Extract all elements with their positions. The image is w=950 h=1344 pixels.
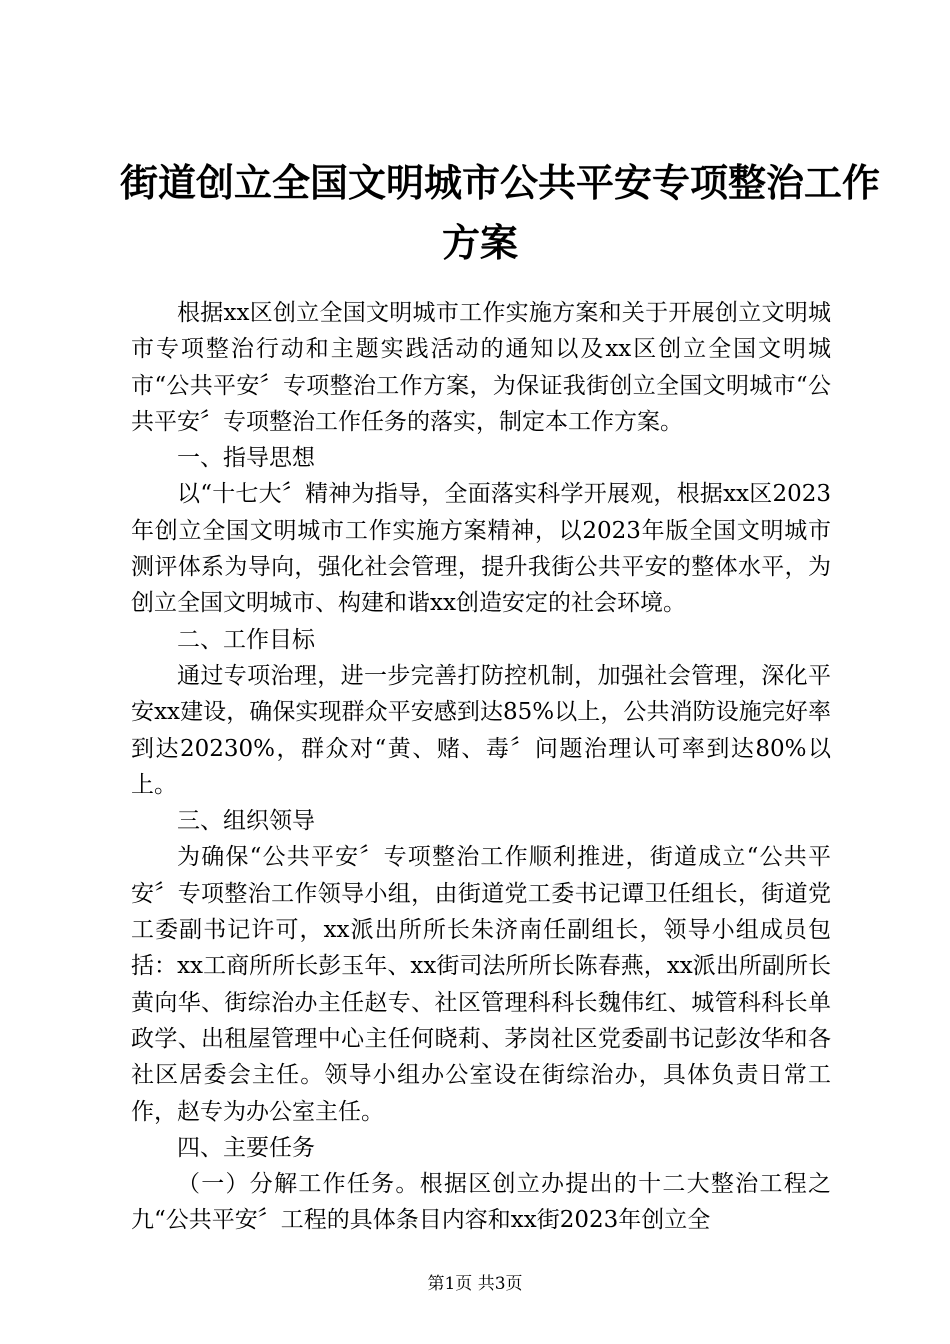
- intro-paragraph: 根据xx区创立全国文明城市工作实施方案和关于开展创立文明城市专项整治行动和主题实践活动的通知以及xx区创立全国文明城市“公共平安〞专项整治工作方案，为保证我街创立全国文明城市“公共平安〞专项整治工作任务的落实，制定本工作方案。: [131, 300, 831, 435]
- section-heading-main-tasks: 四、主要任务: [177, 1134, 315, 1161]
- paragraph-main-tasks: （一）分解工作任务。根据区创立办提出的十二大整治工程之九“公共平安〞工程的具体条目内容和xx街2023年创立全: [131, 1171, 831, 1234]
- document-title-line-2: 方案: [441, 220, 518, 265]
- page-footer: 第1页 共3页: [427, 1274, 523, 1294]
- section-heading-guiding-thought: 一、指导思想: [177, 445, 315, 472]
- section-heading-leadership: 三、组织领导: [177, 808, 315, 835]
- paragraph-leadership: 为确保“公共平安〞专项整治工作顺利推进，街道成立“公共平安〞专项整治工作领导小组，由街道党工委书记谭卫任组长，街道党工委副书记许可，xx派出所所长朱济南任副组长，领导小组成员包括：xx工商所所长彭玉年、xx街司法所所长陈春燕，xx派出所副所长黄向华、街综治办主任赵专、社区管理科科长魏伟红、城管科科长单政学、出租屋管理中心主任何晓莉、茅岗社区党委副书记彭汝华和各社区居委会主任。领导小组办公室设在街综治办，具体负责日常工作，赵专为办公室主任。: [131, 844, 831, 1125]
- paragraph-work-goals: 通过专项治理，进一步完善打防控机制，加强社会管理，深化平安xx建设，确保实现群众平安感到达85%以上，公共消防设施完好率到达20230%，群众对“黄、赌、毒〞问题治理认可率到达80%以上。: [131, 662, 831, 798]
- section-heading-work-goals: 二、工作目标: [177, 626, 315, 653]
- document-title-line-1: 街道创立全国文明城市公共平安专项整治工作: [120, 160, 881, 205]
- document-body: [131, 295, 831, 1239]
- paragraph-guiding-thought: 以“十七大〞精神为指导，全面落实科学开展观，根据xx区2023年创立全国文明城市工作实施方案精神，以2023年版全国文明城市测评体系为导向，强化社会管理，提升我街公共平安的整体水平，为创立全国文明城市、构建和谐xx创造安定的社会环境。: [131, 481, 831, 617]
